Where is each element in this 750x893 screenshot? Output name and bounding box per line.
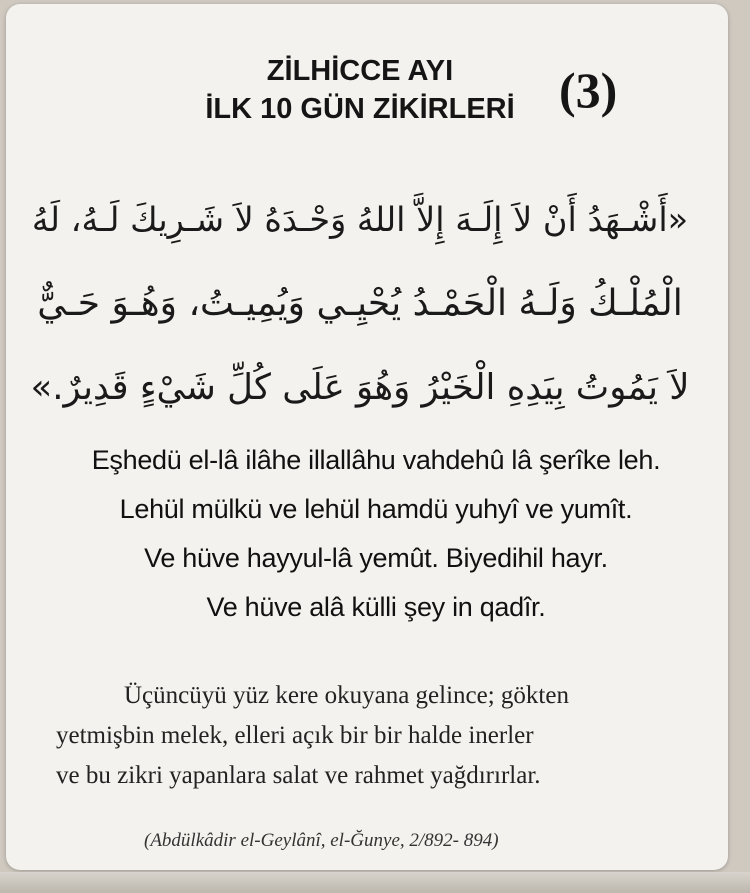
transliteration-line-1: Eşhedü el-lâ ilâhe illallâhu vahdehû lâ şerîke leh. [91, 445, 661, 475]
description-line-2: yetmişbin melek, elleri açık bir bir halde inerler [56, 722, 534, 749]
transliteration-line-2: Lehül mülkü ve lehül hamdü yuhyî ve yumît. [119, 494, 633, 524]
title-line-2: İLK 10 GÜN ZİKİRLERİ [205, 93, 515, 125]
description-paragraph [56, 676, 706, 796]
transliteration-text [10, 436, 742, 632]
page-title [170, 52, 550, 128]
item-number: (3) [559, 62, 618, 118]
source-citation: (Abdülkâdir el-Geylânî, el-Ğunye, 2/892- 894) [144, 830, 499, 851]
transliteration-line-3: Ve hüve hayyul-lâ yemût. Biyedihil hayr. [144, 543, 608, 573]
arabic-line-3: لاَ يَمُوتُ بِيَدِهِ الْخَيْرُ وَهُوَ عَلَى كُلِّ شَيْءٍ قَدِيرٌ.» [30, 367, 690, 408]
arabic-text [30, 178, 690, 430]
title-line-1: ZİLHİCCE AYI [266, 55, 454, 87]
arabic-line-2: الْمُلْـكُ وَلَـهُ الْحَمْـدُ يُحْيِـي وَيُمِيـتُ، وَهُـوَ حَـيٌّ [37, 283, 683, 324]
description-line-3: ve bu zikri yapanlara salat ve rahmet yağdırırlar. [56, 762, 541, 789]
bottom-strip [0, 872, 750, 893]
arabic-line-1: «أَشْـهَدُ أَنْ لاَ إِلَـهَ إِلاَّ اللهُ وَحْـدَهُ لاَ شَـرِيكَ لَـهُ، لَهُ [31, 200, 689, 239]
transliteration-line-4: Ve hüve alâ külli şey in qadîr. [206, 592, 546, 622]
description-line-1: Üçüncüyü yüz kere okuyana gelince; gökten [124, 682, 569, 709]
